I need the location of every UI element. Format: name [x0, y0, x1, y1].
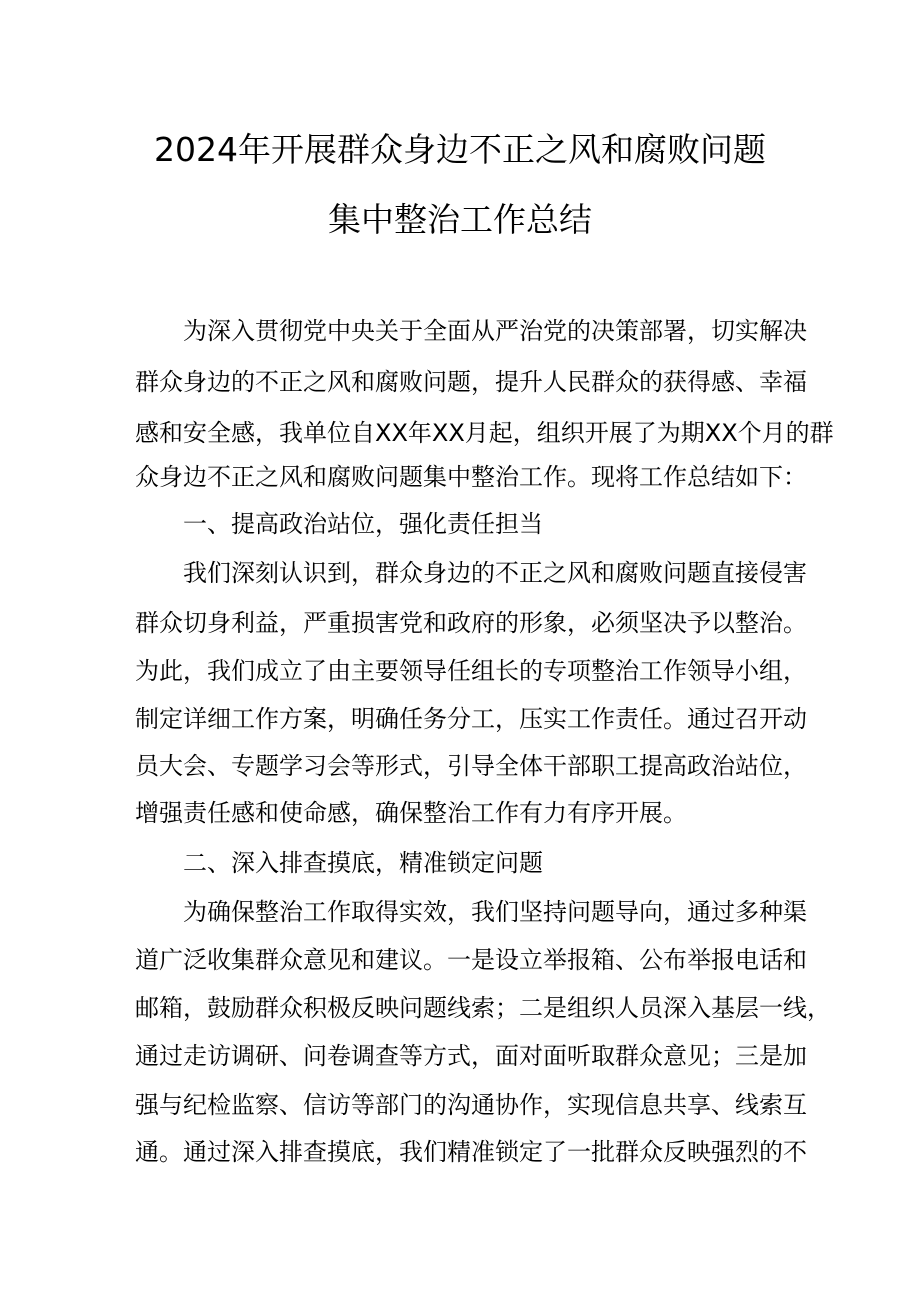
paragraph-section1-line: 制定详细工作方案，明确任务分工，压实工作责任。通过召开动	[135, 705, 807, 733]
paragraph-intro-line: 众身边不正之风和腐败问题集中整治工作。现将工作总结如下：	[135, 463, 807, 491]
paragraph-intro-line: 为深入贯彻党中央关于全面从严治党的决策部署，切实解决	[183, 317, 807, 345]
paragraph-intro-line: 群众身边的不正之风和腐败问题，提升人民群众的获得感、幸福	[135, 368, 807, 396]
paragraph-intro-line: 感和安全感，我单位自XX年XX月起，组织开展了为期XX个月的群	[135, 419, 834, 447]
section-heading-1: 一、提高政治站位，强化责任担当	[183, 510, 543, 538]
paragraph-section2-line: 为确保整治工作取得实效，我们坚持问题导向，通过多种渠	[183, 898, 807, 926]
paragraph-section2-line: 通过走访调研、问卷调查等方式，面对面听取群众意见；三是加	[135, 1042, 807, 1070]
section-heading-2: 二、深入排查摸底，精准锁定问题	[183, 849, 543, 877]
paragraph-section1-line: 为此，我们成立了由主要领导任组长的专项整治工作领导小组，	[135, 657, 807, 685]
paragraph-section1-line: 我们深刻认识到，群众身边的不正之风和腐败问题直接侵害	[183, 559, 807, 587]
paragraph-section1-line: 增强责任感和使命感，确保整治工作有力有序开展。	[135, 799, 687, 827]
document-title-line-2: 集中整治工作总结	[328, 200, 592, 239]
paragraph-section1-line: 员大会、专题学习会等形式，引导全体干部职工提高政治站位，	[135, 752, 807, 780]
paragraph-section2-line: 通。通过深入排查摸底，我们精准锁定了一批群众反映强烈的不	[135, 1138, 807, 1166]
paragraph-section2-line: 邮箱，鼓励群众积极反映问题线索；二是组织人员深入基层一线，	[135, 994, 831, 1022]
paragraph-section2-line: 强与纪检监察、信访等部门的沟通协作，实现信息共享、线索互	[135, 1091, 807, 1119]
paragraph-section1-line: 群众切身利益，严重损害党和政府的形象，必须坚决予以整治。	[135, 609, 807, 637]
document-title-line-1: 2024年开展群众身边不正之风和腐败问题	[154, 130, 766, 169]
paragraph-section2-line: 道广泛收集群众意见和建议。一是设立举报箱、公布举报电话和	[135, 946, 807, 974]
